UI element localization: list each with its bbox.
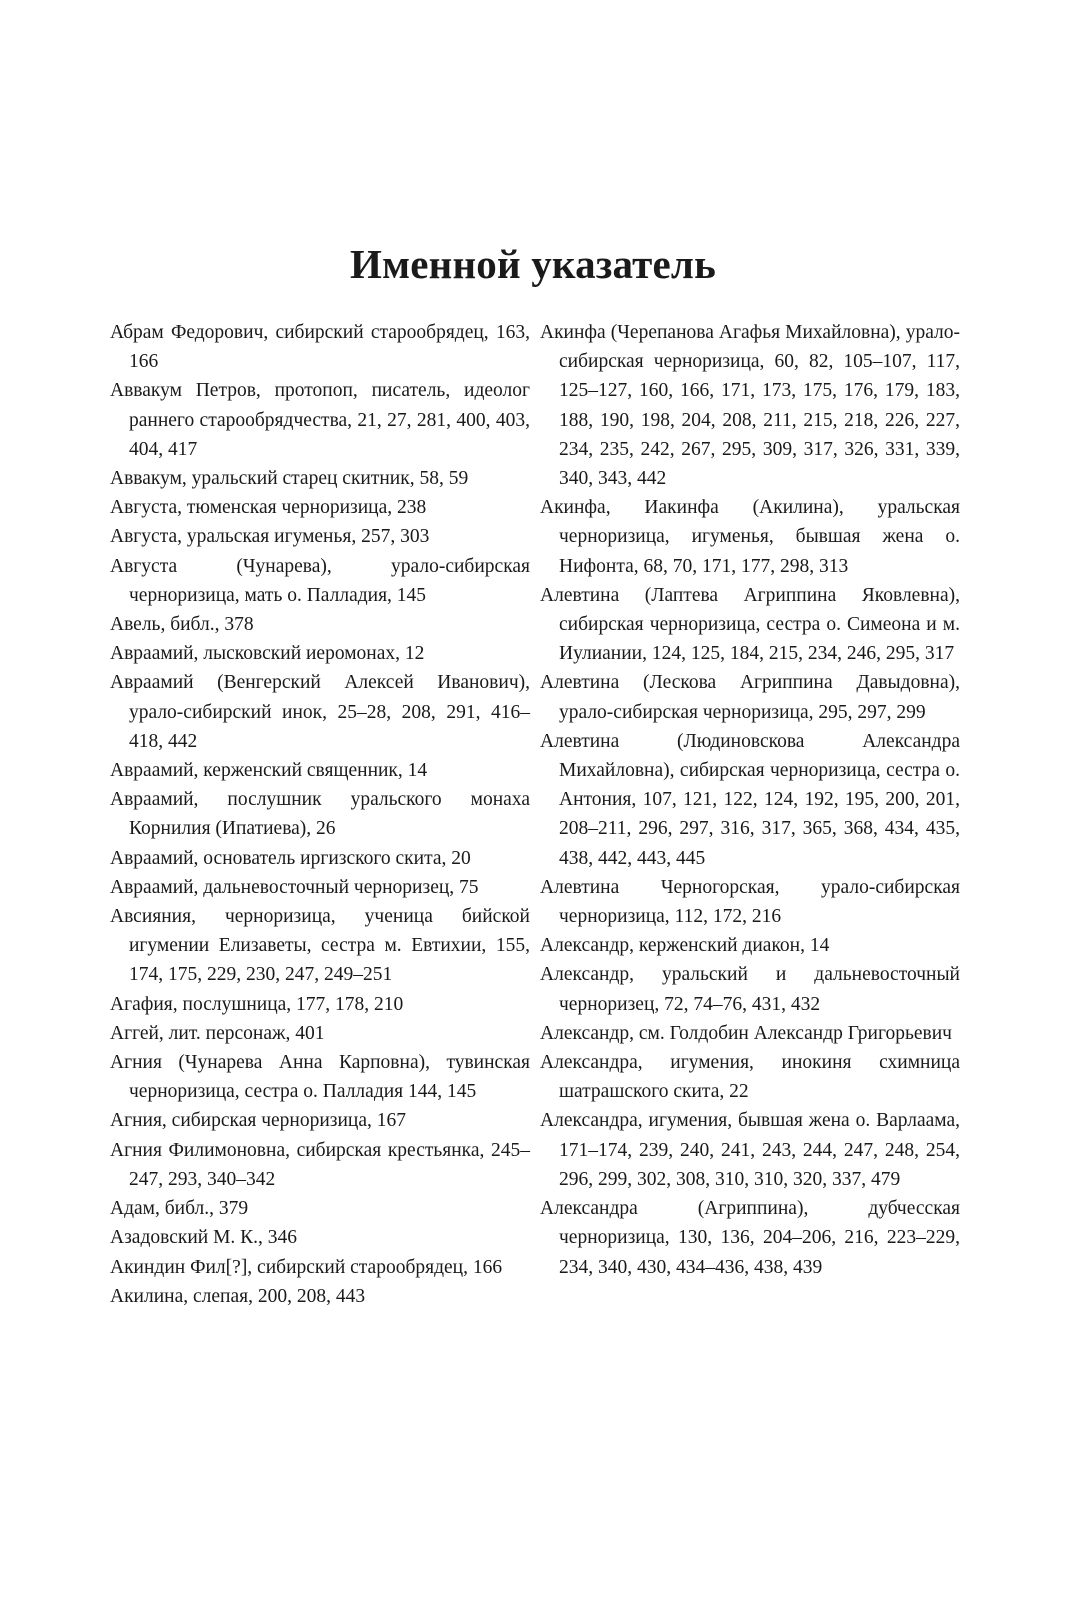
index-entry: Абрам Федорович, сибирский старообрядец, 163, 166	[110, 322, 530, 373]
index-entry: Авраамий (Венгерский Алексей Иванович), урало-сибирский инок, 25–28, 208, 291, 416–418, 442	[110, 672, 530, 752]
index-entry: Авраамий, основатель иргизского скита, 20	[110, 847, 471, 869]
index-entry: Алевтина (Лескова Агриппина Давыдовна), урало-сибирская черноризица, 295, 297, 299	[540, 672, 960, 723]
index-entry: Алевтина (Лаптева Агриппина Яковлевна), сибирская черноризица, сестра о. Симеона и м. Иулиании, 124, 125, 184, 215, 234, 246, 295, 317	[540, 584, 960, 665]
index-entry: Авраамий, керженский священник, 14	[110, 760, 428, 782]
index-entry: Агния (Чунарева Анна Карповна), тувинская черноризица, сестра о. Палладия 144, 145	[110, 1052, 530, 1103]
index-entry: Алевтина (Людиновскова Александра Михайловна), сибирская черноризица, сестра о. Антония, 107, 121, 122, 124, 192, 195, 200, 201, 208–211, 296, 297, 316, 317, 365, 368, 434, 435, 438, 442, 443, 445	[540, 730, 960, 869]
index-entry: Аггей, лит. персонаж, 401	[110, 1022, 325, 1044]
index-entry: Александра, игумения, бывшая жена о. Варлаама, 171–174, 239, 240, 241, 243, 244, 247, 248, 254, 296, 299, 302, 308, 310, 310, 320, 337, 479	[540, 1110, 960, 1190]
index-entry: Адам, библ., 379	[110, 1198, 249, 1220]
index-entry: Авраамий, послушник уральского монаха Корнилия (Ипатиева), 26	[110, 789, 530, 840]
index-entry: Агафия, послушница, 177, 178, 210	[110, 993, 404, 1015]
index-entry: Августа, тюменская черноризица, 238	[110, 497, 427, 519]
index-entry: Акинфа (Черепанова Агафья Михайловна), урало-сибирская черноризица, 60, 82, 105–107, 117, 125–127, 160, 166, 171, 173, 175, 176, 179, 183, 188, 190, 198, 204, 208, 211, 215, 218, 226, 227, 234, 235, 242, 267, 295, 309, 317, 326, 331, 339, 340, 343, 442	[540, 322, 960, 490]
index-entry: Акилина, слепая, 200, 208, 443	[110, 1285, 366, 1307]
page-title: Именной указатель	[350, 241, 716, 287]
index-entry: Аввакум, уральский старец скитник, 58, 59	[110, 468, 469, 490]
index-entry: Аввакум Петров, протопоп, писатель, идеолог раннего старообрядчества, 21, 27, 281, 400, 403, 404, 417	[110, 380, 530, 460]
entry-head: Александр,	[540, 1022, 639, 1044]
index-entry: Агния Филимоновна, сибирская крестьянка, 245–247, 293, 340–342	[110, 1139, 530, 1190]
author-name: Азадовский М.	[110, 1227, 236, 1249]
index-entry: Авраамий, лысковский иеромонах, 12	[110, 643, 425, 665]
see-reference: см.	[638, 1022, 665, 1044]
index-column-left	[110, 318, 530, 1311]
index-entry: Александр, керженский диакон, 14	[540, 935, 830, 957]
index-entry	[110, 1223, 530, 1252]
entry-target: Голдобин Александр Григорьевич	[664, 1022, 952, 1044]
index-entry: Акиндин Фил[?], сибирский старообрядец, 166	[110, 1256, 503, 1278]
index-entry: Августа, уральская игуменья, 257, 303	[110, 526, 430, 548]
index-entry: Александра, игумения, инокиня схимница шатрашского скита, 22	[540, 1052, 960, 1103]
index-entry: Алевтина Черногорская, урало-сибирская черноризица, 112, 172, 216	[540, 876, 960, 928]
index-entry: Авель, библ., 378	[110, 614, 254, 636]
index-entry: Августа (Чунарева), урало-сибирская черноризица, мать о. Палладия, 145	[110, 555, 530, 606]
index-entry: Александр, уральский и дальневосточный черноризец, 72, 74–76, 431, 432	[540, 964, 960, 1015]
index-entry	[540, 1019, 960, 1048]
index-entry: Агния, сибирская черноризица, 167	[110, 1110, 407, 1132]
index-entry: Александра (Агриппина), дубчесская черноризица, 130, 136, 204–206, 216, 223–229, 234, 340, 430, 434–436, 438, 439	[540, 1198, 960, 1278]
entry-pages: К., 346	[235, 1227, 298, 1249]
index-entry: Авсияния, черноризица, ученица бийской игумении Елизаветы, сестра м. Евтихии, 155, 174, 175, 229, 230, 247, 249–251	[110, 906, 530, 986]
index-entry: Авраамий, дальневосточный черноризец, 75	[110, 876, 479, 898]
index-entry: Акинфа, Иакинфа (Акилина), уральская черноризица, игуменья, бывшая жена о. Нифонта, 68, 70, 171, 177, 298, 313	[540, 497, 960, 577]
index-column-right	[540, 318, 960, 1282]
